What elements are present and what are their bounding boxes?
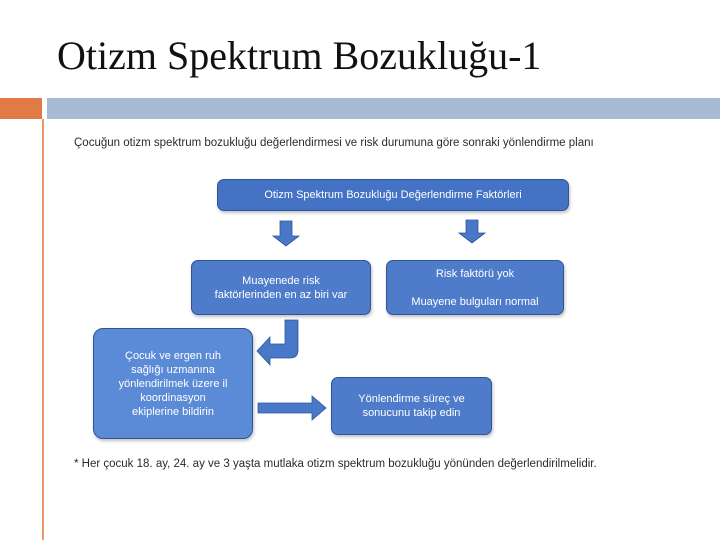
referral-box (93, 328, 253, 439)
arrow-right (258, 396, 326, 420)
diagram-intro-text: Çocuğun otizm spektrum bozukluğu değerlendirmesi ve risk durumuna göre sonraki yönlendirme planı (74, 137, 594, 149)
risk-present-line1: Muayenede risk (242, 274, 320, 287)
no-risk-box (386, 260, 564, 315)
slide-title: Otizm Spektrum Bozukluğu-1 (57, 33, 542, 78)
followup-line2: sonucunu takip edin (362, 407, 461, 419)
evaluation-factors-box (217, 179, 569, 211)
referral-line2: sağlığı uzmanına (131, 363, 215, 376)
arrow-down-left (273, 221, 299, 246)
risk-present-line2: faktörlerinden en az biri var (214, 288, 348, 301)
followup-box (331, 377, 492, 435)
footnote: * Her çocuk 18. ay, 24. ay ve 3 yaşta mutlaka otizm spektrum bozukluğu yönünden değerlendirilmelidir. (74, 458, 597, 470)
referral-line1: Çocuk ve ergen ruh (125, 349, 221, 362)
risk-present-box (191, 260, 371, 315)
followup-line1: Yönlendirme süreç ve (358, 393, 465, 405)
no-risk-line2: Muayene bulguları normal (411, 296, 539, 308)
arrow-down-right (459, 220, 485, 243)
referral-line4: koordinasyon (140, 391, 206, 404)
referral-line3: yönlendirilmek üzere il (118, 377, 228, 390)
evaluation-factors-label: Otizm Spektrum Bozukluğu Değerlendirme Faktörleri (264, 189, 522, 201)
referral-line5: ekiplerine bildirin (132, 405, 214, 418)
no-risk-line1: Risk faktörü yok (435, 268, 515, 280)
arrow-bent (257, 320, 298, 365)
